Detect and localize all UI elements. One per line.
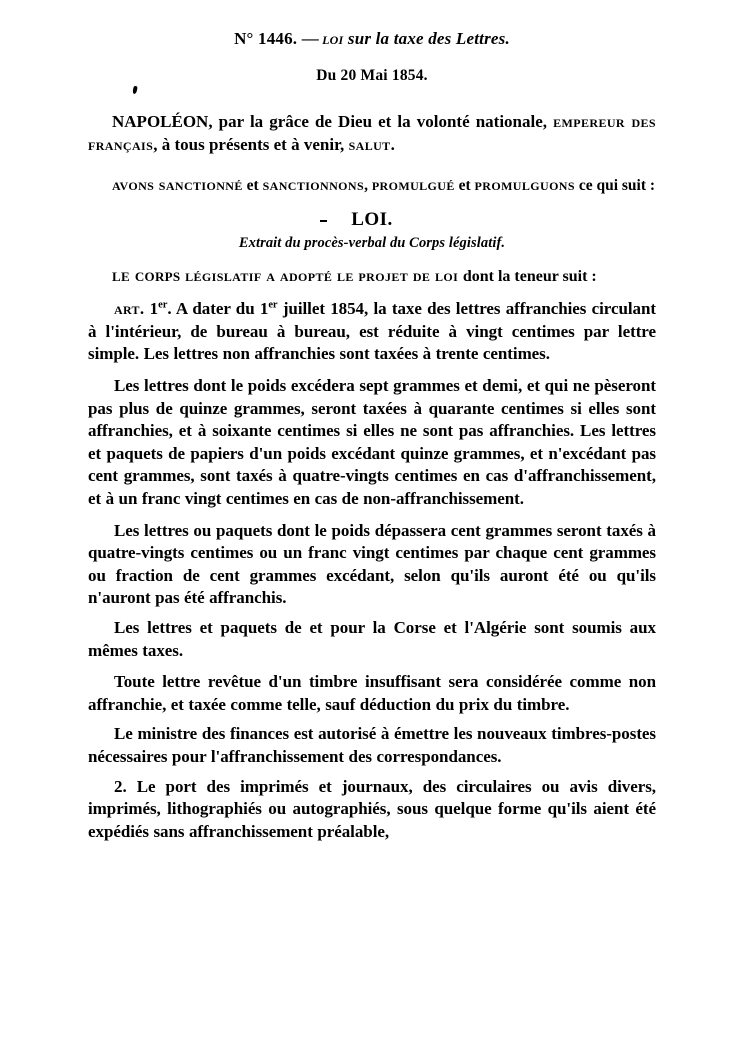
- paragraph-over-hundred-grams: Les lettres ou paquets dont le poids dépassera cent grammes seront taxés à quatre-vingts centimes ou un franc vingt centimes par chaque cent grammes ou fraction de cent grammes excédant, selon qu'ils auront été ou qu'ils n'auront pas été affranchis.: [88, 520, 656, 608]
- sanctionnons: sanctionnons: [262, 175, 365, 195]
- law-heading-text: LOI.: [351, 208, 393, 230]
- paragraph-finance-minister: Le ministre des finances est autorisé à émettre les nouveaux timbres-postes nécessaires pour l'affranchissement des correspondances.: [88, 724, 656, 767]
- article-date-ordinal: er: [268, 299, 278, 311]
- article-after-number: . A dater du: [167, 299, 260, 319]
- sovereign-name: NAPOLÉON: [112, 112, 209, 132]
- sanction-mid-2: ,: [364, 177, 372, 195]
- page-title: [88, 28, 656, 49]
- article-number-ordinal: er: [158, 299, 168, 311]
- sanction-mid-3: et: [454, 177, 475, 195]
- title-separator: —: [301, 29, 318, 48]
- paragraph-insufficient-stamp: Toute lettre revêtue d'un timbre insuffisant sera considérée comme non affranchie, et taxée comme telle, sauf déduction du prix du timbre.: [88, 672, 656, 714]
- sanction-end: ce qui suit :: [574, 177, 656, 195]
- paragraph-article-2: 2. Le port des imprimés et journaux, des circulaires ou avis divers, imprimés, lithographiés ou autographiés, sous quelque forme qu'ils aient été expédiés sans affranchissement préalable,: [88, 776, 656, 841]
- article-date-number: 1: [259, 299, 269, 319]
- law-title-smallcaps: loi: [322, 29, 344, 48]
- preamble-text-1: , par la grâce de Dieu et la volonté nationale,: [208, 112, 554, 132]
- stray-mark-artifact: [320, 220, 327, 222]
- law-number: N° 1446.: [234, 29, 298, 48]
- preamble-text-2: , à tous présents et à venir,: [153, 134, 349, 154]
- avons-sanctionne: avons sanctionné: [112, 175, 243, 195]
- article-1-text: juillet 1854, la taxe des lettres affranchies circulant à l'intérieur, de bureau à bureau, est réduite à vingt centimes par lettre simple. Les lettres non affranchies sont taxées à trente centimes.: [88, 299, 657, 364]
- le-corps: le corps: [112, 265, 181, 286]
- sanction-mid-1: et: [242, 177, 263, 195]
- article-1-paragraph: [88, 298, 656, 366]
- law-title: [322, 29, 510, 48]
- emperor-title: empereur des français: [88, 112, 657, 154]
- law-title-rest: sur la taxe des Lettres.: [343, 29, 510, 48]
- paragraph-weight-rates: Les lettres dont le poids excédera sept grammes et demi, et qui ne pèseront pas plus de quinze grammes, seront taxées à quarante centimes si elles sont affranchies, et à soixante centimes si elles ne sont pas affranchies. Les lettres et paquets de papiers d'un poids excédant quinze grammes, et n'excédant pas cent grammes, sont taxés à quatre-vingts centimes en cas d'affranchissement, et à un franc vingt centimes en cas de non-affranchissement.: [88, 375, 656, 508]
- law-subtitle: Extrait du procès-verbal du Corps législatif.: [238, 234, 506, 251]
- article-label: art.: [114, 299, 145, 319]
- date-line: Du 20 Mai 1854.: [316, 67, 428, 85]
- preamble-paragraph: [88, 111, 656, 156]
- paragraph-corsica-algeria: Les lettres et paquets de et pour la Corse et l'Algérie sont soumis aux mêmes taxes.: [88, 617, 656, 660]
- promulgue: promulgué: [371, 175, 455, 195]
- adoption-statement: [88, 264, 656, 289]
- article-number: 1: [149, 299, 159, 319]
- legislatif-adopte: législatif a adopté le projet de loi: [180, 265, 463, 285]
- preamble-end: .: [390, 134, 395, 154]
- document-text-block: [88, 28, 656, 843]
- promulguons: promulguons: [474, 175, 575, 195]
- adoption-end: dont la teneur suit :: [462, 267, 597, 285]
- sanction-paragraph: [88, 174, 656, 196]
- salut-word: salut: [348, 134, 391, 154]
- law-heading: [88, 209, 656, 231]
